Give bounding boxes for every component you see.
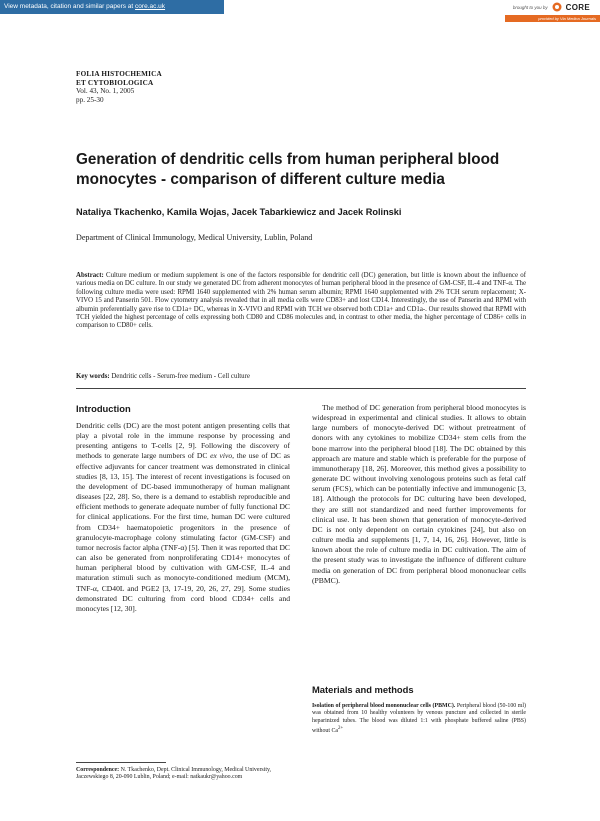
abstract-text: Culture medium or medium supplement is one of the factors responsible for dendritic cell (DC) generation, but little is known about the influence of various media on DC culture. In our study we generated DC from adherent monocytes of human peripheral blood in the presence of GM-CSF, IL-4 and TNF-α. The following culture media were used: RPMI 1640 supplemented with 2% human serum albumin; RPMI 1640 supplemented with 2% TCH serum replacement; X-VIVO 15 and Panserin 501. Flow cytometry analysis revealed that in all media cells were CD83+ and lost CD14. Interestingly, the use of Panserin and RPMI with albumin preferentially gave rise to CD1a+ DC, whereas in X-VIVO and RPMI with TCH we observed both CD1a+ and CD1a-. Our results showed that RPMI with TCH yielded the highest percentage of cells expressing both CD80 and CD86 molecules and, in contrast to other media, the higher percentage of CD86+ cells in comparison to CD80+ cells.	[76, 272, 526, 330]
footnote-divider	[76, 762, 166, 763]
keywords-label: Key words:	[76, 373, 110, 380]
abstract-label: Abstract:	[76, 272, 104, 279]
core-metadata-banner[interactable]	[0, 0, 224, 14]
authors: Nataliya Tkachenko, Kamila Wojas, Jacek Tabarkiewicz and Jacek Rolinski	[76, 207, 402, 217]
method-paragraph: The method of DC generation from peripheral blood monocytes is widespread in experimental and clinical studies. It allows to obtain large numbers of monocyte-derived DC without pretreatment of donors with any cytokines to mobilize CD34+ stem cells from the bone marrow into the peripheral blood [18]. The DC obtained by this approach are mature and stable which is preferable for the purpose of immunotherapy [18, 26]. Moreover, this method gives a possibility to generate DC without involving xenologous proteins such as fetal calf serum (FCS), which can be potentially infective and immunogenic [3, 18]. Although the protocols for DC culturing have been developed, they are still not standardized and need further improvements for clinical use. It has been shown that generation of monocyte-derived DC is not only dependent on certain cytokines [24], but also on culture media and supplements [1, 7, 14, 16, 26]. However, little is known about the role of culture media in DC cultivation. The aim of the present study was to investigate the influence of different culture media on generation of DC from peripheral blood mononuclear cells (PBMC).	[312, 403, 526, 585]
introduction-heading: Introduction	[76, 403, 131, 414]
brought-by-text: brought to you by	[512, 4, 548, 10]
isolation-sup: 2+	[338, 725, 344, 731]
correspondence-text: N. Tkachenko, Dept. Clinical Immunology, Medical University, Jaczewskiego 8, 20-090 Lublin, Poland; e-mail: natkaukr@yahoo.com	[76, 767, 272, 781]
introduction-paragraph	[76, 421, 290, 614]
metadata-bar	[0, 0, 600, 14]
intro-italic: ex vivo	[210, 451, 233, 461]
materials-methods-heading: Materials and methods	[312, 684, 414, 695]
metadata-text: View metadata, citation and similar papers at	[4, 3, 136, 10]
isolation-paragraph	[312, 703, 526, 735]
journal-name-line1: FOLIA HISTOCHEMICA	[76, 70, 162, 78]
journal-volume: Vol. 43, No. 1, 2005	[76, 87, 135, 96]
journal-header	[76, 70, 162, 104]
isolation-text: Peripheral blood (50-100 ml) was obtained from 10 healthy volunteers by venous puncture and collected in sterile heparinized tubes. The blood was diluted 1:1 with phosphate buffered saline (PBS) without Ca	[312, 703, 526, 734]
abstract	[76, 272, 526, 331]
keywords-text: Dendritic cells - Serum-free medium - Cell culture	[109, 373, 250, 380]
core-logo-icon	[552, 2, 562, 12]
core-link[interactable]: core.ac.uk	[135, 3, 166, 10]
correspondence-note	[76, 767, 290, 782]
core-branding[interactable]	[513, 1, 590, 13]
correspondence-label: Correspondence:	[76, 767, 120, 773]
paper-title: Generation of dendritic cells from human peripheral blood monocytes - comparison of different culture media	[76, 151, 500, 188]
keywords	[76, 373, 250, 380]
journal-name-line2: ET CYTOBIOLOGICA	[76, 78, 154, 87]
intro-text-b: , the use of DC as effective adjuvants for cancer treatment was demonstrated in clinical studies [8, 13, 15]. The interest of recent investigations is focused on the development of DC-based immunotherapy of human malignant diseases [22, 28]. So, there is a demand to establish reproducible and efficient methods to generate adequate number of fully functional DC for clinical applications. For the first time, human DC were cultured from CD34+ haematopoietic progenitors in the presence of granulocyte-macrophage colony stimulating factor (GM-CSF) and tumor necrosis factor alpha (TNF-α) [5]. Then it was reported that DC can also be generated from nonproliferating CD14+ monocytes of human peripheral blood by cultivation with GM-CSF, IL-4 and maturation stimuli such as monocyte-conditioned medium (MCM), TNF-α, CD40L and PGE2 [3, 17-19, 20, 26, 27, 29]. Some studies demonstrated DC culturing from cord blood CD34+ cells and monocytes [12, 30].	[76, 451, 290, 613]
intro-text-a: Dendritic cells (DC) are the most potent antigen presenting cells that play a pivotal role in the immune response by processing and presenting antigens to T-cells [2, 9]. Following the discovery of methods to generate large numbers of DC	[76, 421, 290, 461]
provided-by-banner[interactable]: provided by Via Medica Journals	[505, 15, 600, 22]
core-label: CORE	[565, 2, 590, 12]
journal-pages: pp. 25-30	[76, 95, 104, 104]
divider	[76, 388, 526, 389]
affiliation: Department of Clinical Immunology, Medical University, Lublin, Poland	[76, 233, 313, 242]
isolation-label: Isolation of peripheral blood mononuclear cells (PBMC).	[312, 703, 456, 709]
